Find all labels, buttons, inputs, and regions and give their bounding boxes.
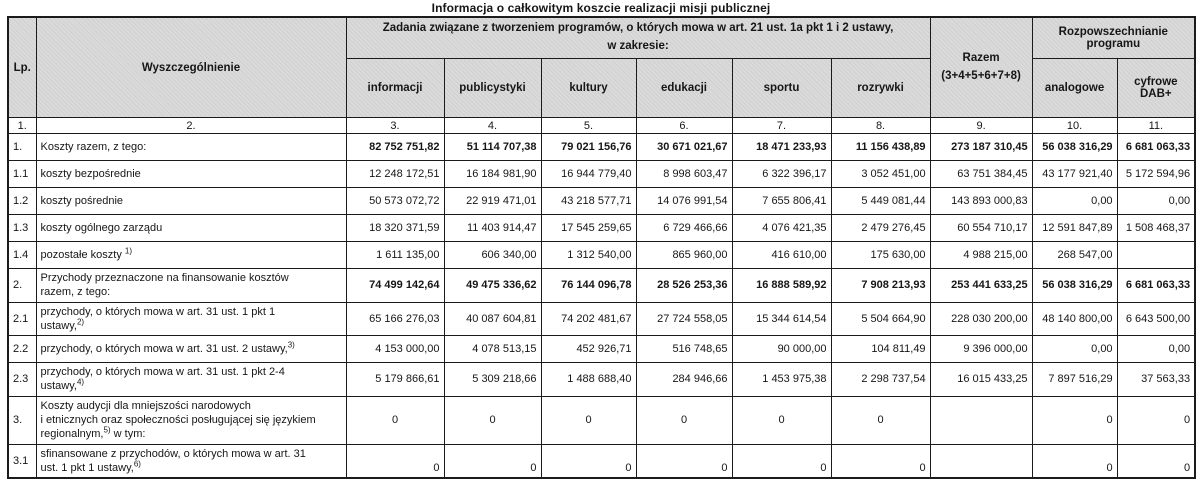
- page-title: Informacja o całkowitym koszcie realizacji misji publicznej: [431, 1, 771, 15]
- value-cell: 5 504 664,90: [831, 302, 930, 336]
- column-number-cell: 3.: [346, 118, 444, 134]
- label-text: ustawy,: [40, 319, 77, 332]
- table-row: [8, 242, 1195, 269]
- label-footnote-ref: 6): [133, 459, 141, 469]
- column-number-cell: 11.: [1117, 118, 1195, 134]
- value-cell: 14 076 991,54: [636, 188, 732, 215]
- value-cell: 0: [1117, 396, 1195, 444]
- value-cell: 65 166 276,03: [346, 302, 444, 336]
- value-cell: 60 554 710,17: [930, 215, 1032, 242]
- row-label-cell: [36, 444, 346, 478]
- value-cell: 30 671 021,67: [636, 134, 732, 161]
- col-header-razem: [930, 17, 1032, 118]
- row-label-cell: [36, 269, 346, 303]
- value-cell: 48 140 800,00: [1032, 302, 1117, 336]
- label-text: koszty bezpośrednie: [40, 167, 141, 180]
- row-label-cell: [36, 188, 346, 215]
- label-footnote-ref: 2): [76, 317, 85, 327]
- value-cell: 228 030 200,00: [930, 302, 1032, 336]
- value-cell: 74 499 142,64: [346, 269, 444, 303]
- value-cell: 0,00: [1117, 336, 1195, 363]
- value-cell: 4 988 215,00: [930, 242, 1032, 269]
- label-text: koszty ogólnego zarządu: [40, 221, 163, 234]
- value-cell: 40 087 604,81: [444, 302, 541, 336]
- label-text: przychody, o których mowa w art. 31 ust. 2 ustawy,: [40, 343, 288, 356]
- value-cell: 63 751 384,45: [930, 161, 1032, 188]
- razem-line2: (3+4+5+6+7+8): [941, 69, 1021, 82]
- col-header-kultury: kultury: [541, 59, 636, 118]
- value-cell: 8 998 603,47: [636, 161, 732, 188]
- row-number-cell: 1.1: [8, 161, 36, 188]
- row-label-cell: [36, 215, 346, 242]
- value-cell: 6 681 063,33: [1117, 134, 1195, 161]
- tasks-group-line1: Zadania związane z tworzeniem programów, o których mowa w art. 21 ust. 1a pkt 1 i 2 ustawy,: [382, 22, 894, 35]
- label-text: przychody, o których mowa w art. 31 ust. 1 pkt 2-4: [40, 366, 285, 379]
- value-cell: 2 298 737,54: [831, 363, 930, 397]
- row-number-cell: 2.1: [8, 302, 36, 336]
- value-cell: 4 153 000,00: [346, 336, 444, 363]
- value-cell: 7 897 516,29: [1032, 363, 1117, 397]
- col-header-wyszczegolnienie: Wyszczególnienie: [36, 17, 346, 118]
- value-cell: 18 471 233,93: [732, 134, 831, 161]
- row-number-cell: 3.1: [8, 444, 36, 478]
- value-cell: 15 344 614,54: [732, 302, 831, 336]
- value-cell: 5 449 081,44: [831, 188, 930, 215]
- row-label-cell: [36, 302, 346, 336]
- value-cell: 175 630,00: [831, 242, 930, 269]
- value-cell: 17 545 259,65: [541, 215, 636, 242]
- value-cell: 1 508 468,37: [1117, 215, 1195, 242]
- value-cell: 11 156 438,89: [831, 134, 930, 161]
- value-cell: 76 144 096,78: [541, 269, 636, 303]
- value-cell: 1 611 135,00: [346, 242, 444, 269]
- col-header-lp: Lp.: [8, 17, 36, 118]
- label-text: Przychody przeznaczone na finansowanie kosztów: [40, 272, 289, 284]
- table-row: [8, 396, 1195, 444]
- value-cell: 56 038 316,29: [1032, 269, 1117, 303]
- tasks-group-line2: w zakresie:: [607, 40, 669, 52]
- col-header-tasks-group: [346, 17, 930, 59]
- column-number-cell: 4.: [444, 118, 541, 134]
- table-row: [8, 188, 1195, 215]
- value-cell: 104 811,49: [831, 336, 930, 363]
- col-header-rozrywki: rozrywki: [831, 59, 930, 118]
- column-numbering-row: [8, 118, 1195, 134]
- value-cell: 0: [831, 444, 930, 478]
- header-group-row: [8, 17, 1195, 59]
- label-text: ust. 1 pkt 1 ustawy,: [40, 461, 134, 474]
- table-row: [8, 134, 1195, 161]
- value-cell: 0: [346, 444, 444, 478]
- value-cell: 0: [636, 396, 732, 444]
- label-footnote-ref: 1): [124, 246, 132, 256]
- column-number-cell: 2.: [36, 118, 346, 134]
- col-header-informacji: informacji: [346, 59, 444, 118]
- value-cell: 4 076 421,35: [732, 215, 831, 242]
- table-body: [8, 134, 1195, 479]
- row-label-cell: [36, 161, 346, 188]
- label-text: i etnicznych oraz społeczności posługującej się językiem: [40, 414, 316, 427]
- value-cell: 6 322 396,17: [732, 161, 831, 188]
- value-cell: 9 396 000,00: [930, 336, 1032, 363]
- value-cell: 452 926,71: [541, 336, 636, 363]
- value-cell: 0,00: [1032, 188, 1117, 215]
- col-header-distribution-group: Rozpowszechnianie programu: [1032, 17, 1195, 59]
- value-cell: 416 610,00: [732, 242, 831, 269]
- value-cell: 0: [732, 396, 831, 444]
- value-cell: 5 179 866,61: [346, 363, 444, 397]
- table-row: [8, 161, 1195, 188]
- label-footnote-ref: 4): [76, 377, 85, 387]
- value-cell: 865 960,00: [636, 242, 732, 269]
- value-cell: 16 015 433,25: [930, 363, 1032, 397]
- label-text: sfinansowane z przychodów, o których mowa w art. 31: [40, 447, 306, 460]
- column-number-cell: 9.: [930, 118, 1032, 134]
- row-label-cell: [36, 242, 346, 269]
- value-cell: 253 441 633,25: [930, 269, 1032, 303]
- value-cell: 6 643 500,00: [1117, 302, 1195, 336]
- value-cell: 7 655 806,41: [732, 188, 831, 215]
- table-row: [8, 363, 1195, 397]
- column-number-cell: 8.: [831, 118, 930, 134]
- label-text: razem, z tego:: [40, 286, 111, 299]
- value-cell: 1 488 688,40: [541, 363, 636, 397]
- column-number-cell: 6.: [636, 118, 732, 134]
- value-cell: 0: [831, 396, 930, 444]
- value-cell: 0: [636, 444, 732, 478]
- value-cell: 0,00: [1117, 188, 1195, 215]
- row-number-cell: 1.4: [8, 242, 36, 269]
- value-cell: 43 218 577,71: [541, 188, 636, 215]
- value-cell: 273 187 310,45: [930, 134, 1032, 161]
- value-cell: 16 944 779,40: [541, 161, 636, 188]
- value-cell: 28 526 253,36: [636, 269, 732, 303]
- value-cell: 18 320 371,59: [346, 215, 444, 242]
- value-cell: 37 563,33: [1117, 363, 1195, 397]
- value-cell: [930, 444, 1032, 478]
- row-label-cell: [36, 134, 346, 161]
- value-cell: 56 038 316,29: [1032, 134, 1117, 161]
- label-text: ustawy,: [40, 380, 77, 393]
- table-row: [8, 302, 1195, 336]
- value-cell: 11 403 914,47: [444, 215, 541, 242]
- value-cell: 0: [1032, 396, 1117, 444]
- value-cell: [1117, 242, 1195, 269]
- value-cell: 6 729 466,66: [636, 215, 732, 242]
- column-number-cell: 5.: [541, 118, 636, 134]
- row-number-cell: 1.: [8, 134, 36, 161]
- col-header-cyfrowe-dab: cyfrowe DAB+: [1117, 59, 1195, 118]
- value-cell: 0,00: [1032, 336, 1117, 363]
- table-row: [8, 269, 1195, 303]
- value-cell: 0: [346, 396, 444, 444]
- column-number-cell: 7.: [732, 118, 831, 134]
- label-footnote-ref: 5): [103, 425, 111, 435]
- value-cell: 22 919 471,01: [444, 188, 541, 215]
- value-cell: 0: [541, 444, 636, 478]
- value-cell: 0: [1117, 444, 1195, 478]
- col-header-sportu: sportu: [732, 59, 831, 118]
- value-cell: 1 312 540,00: [541, 242, 636, 269]
- value-cell: [930, 396, 1032, 444]
- value-cell: 12 591 847,89: [1032, 215, 1117, 242]
- value-cell: 606 340,00: [444, 242, 541, 269]
- value-cell: 5 309 218,66: [444, 363, 541, 397]
- value-cell: 90 000,00: [732, 336, 831, 363]
- value-cell: 3 052 451,00: [831, 161, 930, 188]
- value-cell: 0: [541, 396, 636, 444]
- value-cell: 82 752 751,82: [346, 134, 444, 161]
- value-cell: 143 893 000,83: [930, 188, 1032, 215]
- value-cell: 7 908 213,93: [831, 269, 930, 303]
- value-cell: 0: [444, 396, 541, 444]
- value-cell: 2 479 276,45: [831, 215, 930, 242]
- row-number-cell: 2.3: [8, 363, 36, 397]
- row-number-cell: 2.: [8, 269, 36, 303]
- col-header-edukacji: edukacji: [636, 59, 732, 118]
- col-header-publicystyki: publicystyki: [444, 59, 541, 118]
- value-cell: 51 114 707,38: [444, 134, 541, 161]
- value-cell: 0: [444, 444, 541, 478]
- label-footnote-ref: 3): [287, 340, 295, 350]
- value-cell: 12 248 172,51: [346, 161, 444, 188]
- value-cell: 516 748,65: [636, 336, 732, 363]
- label-text: w tym:: [110, 428, 146, 441]
- label-text: przychody, o których mowa w art. 31 ust. 1 pkt 1: [40, 305, 276, 318]
- value-cell: 6 681 063,33: [1117, 269, 1195, 303]
- row-label-cell: [36, 336, 346, 363]
- row-label-cell: [36, 363, 346, 397]
- row-label-cell: [36, 396, 346, 444]
- value-cell: 0: [1032, 444, 1117, 478]
- value-cell: 4 078 513,15: [444, 336, 541, 363]
- table-row: [8, 336, 1195, 363]
- label-text: Koszty razem, z tego:: [40, 140, 147, 153]
- label-text: koszty pośrednie: [40, 194, 124, 207]
- value-cell: 284 946,66: [636, 363, 732, 397]
- value-cell: 49 475 336,62: [444, 269, 541, 303]
- label-text: regionalnym,: [40, 428, 104, 441]
- row-number-cell: 3.: [8, 396, 36, 444]
- value-cell: 0: [732, 444, 831, 478]
- value-cell: 16 184 981,90: [444, 161, 541, 188]
- razem-line1: Razem: [962, 52, 1000, 65]
- value-cell: 74 202 481,67: [541, 302, 636, 336]
- row-number-cell: 1.2: [8, 188, 36, 215]
- table-row: [8, 444, 1195, 478]
- table-row: [8, 215, 1195, 242]
- value-cell: 16 888 589,92: [732, 269, 831, 303]
- column-number-cell: 1.: [8, 118, 36, 134]
- value-cell: 79 021 156,76: [541, 134, 636, 161]
- value-cell: 268 547,00: [1032, 242, 1117, 269]
- col-header-analogowe: analogowe: [1032, 59, 1117, 118]
- value-cell: 50 573 072,72: [346, 188, 444, 215]
- label-text: Koszty audycji dla mniejszości narodowych: [40, 399, 251, 412]
- value-cell: 5 172 594,96: [1117, 161, 1195, 188]
- value-cell: 27 724 558,05: [636, 302, 732, 336]
- value-cell: 1 453 975,38: [732, 363, 831, 397]
- label-text: pozostałe koszty: [40, 248, 125, 261]
- row-number-cell: 2.2: [8, 336, 36, 363]
- value-cell: 43 177 921,40: [1032, 161, 1117, 188]
- public-mission-cost-table: [7, 16, 1196, 479]
- column-number-cell: 10.: [1032, 118, 1117, 134]
- row-number-cell: 1.3: [8, 215, 36, 242]
